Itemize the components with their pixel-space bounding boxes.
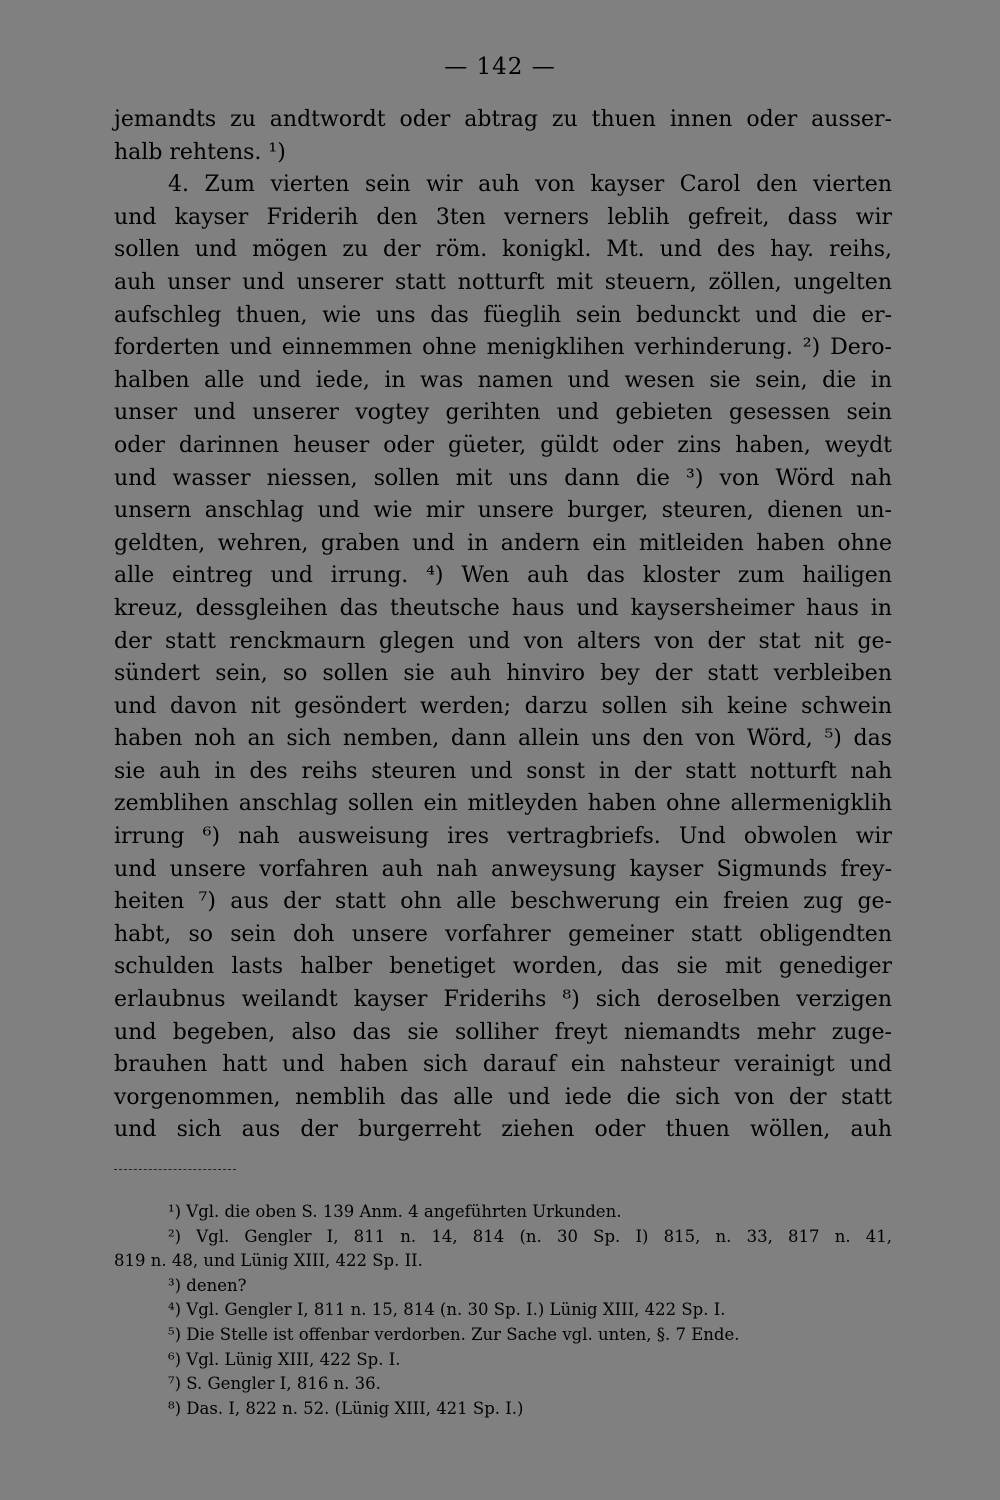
text-line: und davon nit gesöndert werden; darzu sollen sih keine schwein — [114, 693, 892, 719]
text-line: irrung ⁶) nah ausweisung ires vertragbriefs. Und obwolen wir — [114, 824, 892, 850]
footnotes — [114, 1200, 892, 1421]
text-line: jemandts zu andtwordt oder abtrag zu thuen innen oder ausser- — [114, 107, 892, 132]
text-line: der statt renckmaurn glegen und von alters von der stat nit ge- — [114, 628, 892, 654]
text-line: und begeben, also das sie solliher freyt niemandts mehr zuge- — [114, 1019, 892, 1045]
text-line: sollen und mögen zu der röm. konigkl. Mt. und des hay. reihs, — [114, 237, 892, 263]
text-line: oder darinnen heuser oder güeter, güldt oder zins haben, weydt — [114, 432, 892, 458]
text-line: erlaubnus weilandt kayser Friderihs ⁸) sich deroselben verzigen — [114, 987, 892, 1013]
footnote-line: ⁷) S. Gengler I, 816 n. 36. — [168, 1374, 381, 1394]
text-line: habt, so sein doh unsere vorfahrer gemeiner statt obligendten — [114, 921, 892, 947]
main-text — [114, 104, 892, 1147]
footnote-divider — [114, 1169, 236, 1171]
footnote-line: ⁶) Vgl. Lünig XIII, 422 Sp. I. — [168, 1349, 401, 1369]
text-line: heiten ⁷) aus der statt ohn alle beschwerung ein freien zug ge- — [114, 889, 892, 915]
footnote-line: ³) denen? — [168, 1275, 247, 1295]
footnote-line: ⁵) Die Stelle ist offenbar verdorben. Zur Sache vgl. unten, §. 7 Ende. — [168, 1324, 740, 1344]
text-line: 4. Zum vierten sein wir auh von kayser Carol den vierten — [168, 172, 892, 198]
footnote-line: ⁴) Vgl. Gengler I, 811 n. 15, 814 (n. 30 Sp. I.) Lünig XIII, 422 Sp. I. — [168, 1300, 726, 1320]
text-line: vorgenommen, nemblih das alle und iede die sich von der statt — [114, 1084, 892, 1110]
text-line: unser und unserer vogtey gerihten und gebieten gesessen sein — [114, 400, 892, 426]
text-line: brauhen hatt und haben sich darauf ein nahsteur verainigt und — [114, 1052, 892, 1078]
text-line: schulden lasts halber benetiget worden, das sie mit genediger — [114, 954, 892, 980]
footnote-line: ¹) Vgl. die oben S. 139 Anm. 4 angeführten Urkunden. — [168, 1202, 622, 1221]
text-line: und wasser niessen, sollen mit uns dann die ³) von Wörd nah — [114, 465, 892, 491]
page-number: — 142 — — [444, 54, 556, 80]
footnote-line: ⁸) Das. I, 822 n. 52. (Lünig XIII, 421 Sp. I.) — [168, 1398, 524, 1418]
text-line: unsern anschlag und wie mir unsere burger, steuren, dienen un- — [114, 498, 892, 524]
text-line: geldten, wehren, graben und in andern ein mitleiden haben ohne — [114, 530, 892, 556]
text-line: zemblihen anschlag sollen ein mitleyden haben ohne allermenigklih — [114, 791, 892, 817]
text-line: kreuz, dessgleihen das theutsche haus und kaysersheimer haus in — [114, 595, 892, 621]
text-line: halb rehtens. ¹) — [114, 139, 286, 165]
text-line: sie auh in des reihs steuren und sonst in der statt notturft nah — [114, 758, 892, 784]
text-line: und sich aus der burgerreht ziehen oder thuen wöllen, auh — [114, 1117, 892, 1143]
text-line: auh unser und unserer statt notturft mit steuern, zöllen, ungelten — [114, 269, 892, 295]
text-line: forderten und einnemmen ohne menigklihen verhinderung. ²) Dero- — [114, 335, 892, 361]
text-line: und kayser Friderih den 3ten verners leblih gefreit, dass wir — [114, 204, 892, 230]
text-line: und unsere vorfahren auh nah anweysung kayser Sigmunds frey- — [114, 856, 892, 882]
footnote-line: 819 n. 48, und Lünig XIII, 422 Sp. II. — [114, 1251, 423, 1271]
text-line: aufschleg thuen, wie uns das füeglih sein bedunckt und die er- — [114, 302, 892, 328]
text-line: sündert sein, so sollen sie auh hinviro bey der statt verbleiben — [114, 661, 892, 687]
text-line: alle eintreg und irrung. ⁴) Wen auh das kloster zum hailigen — [114, 563, 892, 589]
footnote-line: ²) Vgl. Gengler I, 811 n. 14, 814 (n. 30 Sp. I) 815, n. 33, 817 n. 41, — [168, 1226, 892, 1246]
text-line: haben noh an sich nemben, dann allein uns den von Wörd, ⁵) das — [114, 726, 892, 752]
text-line: halben alle und iede, in was namen und wesen sie sein, die in — [114, 367, 892, 393]
